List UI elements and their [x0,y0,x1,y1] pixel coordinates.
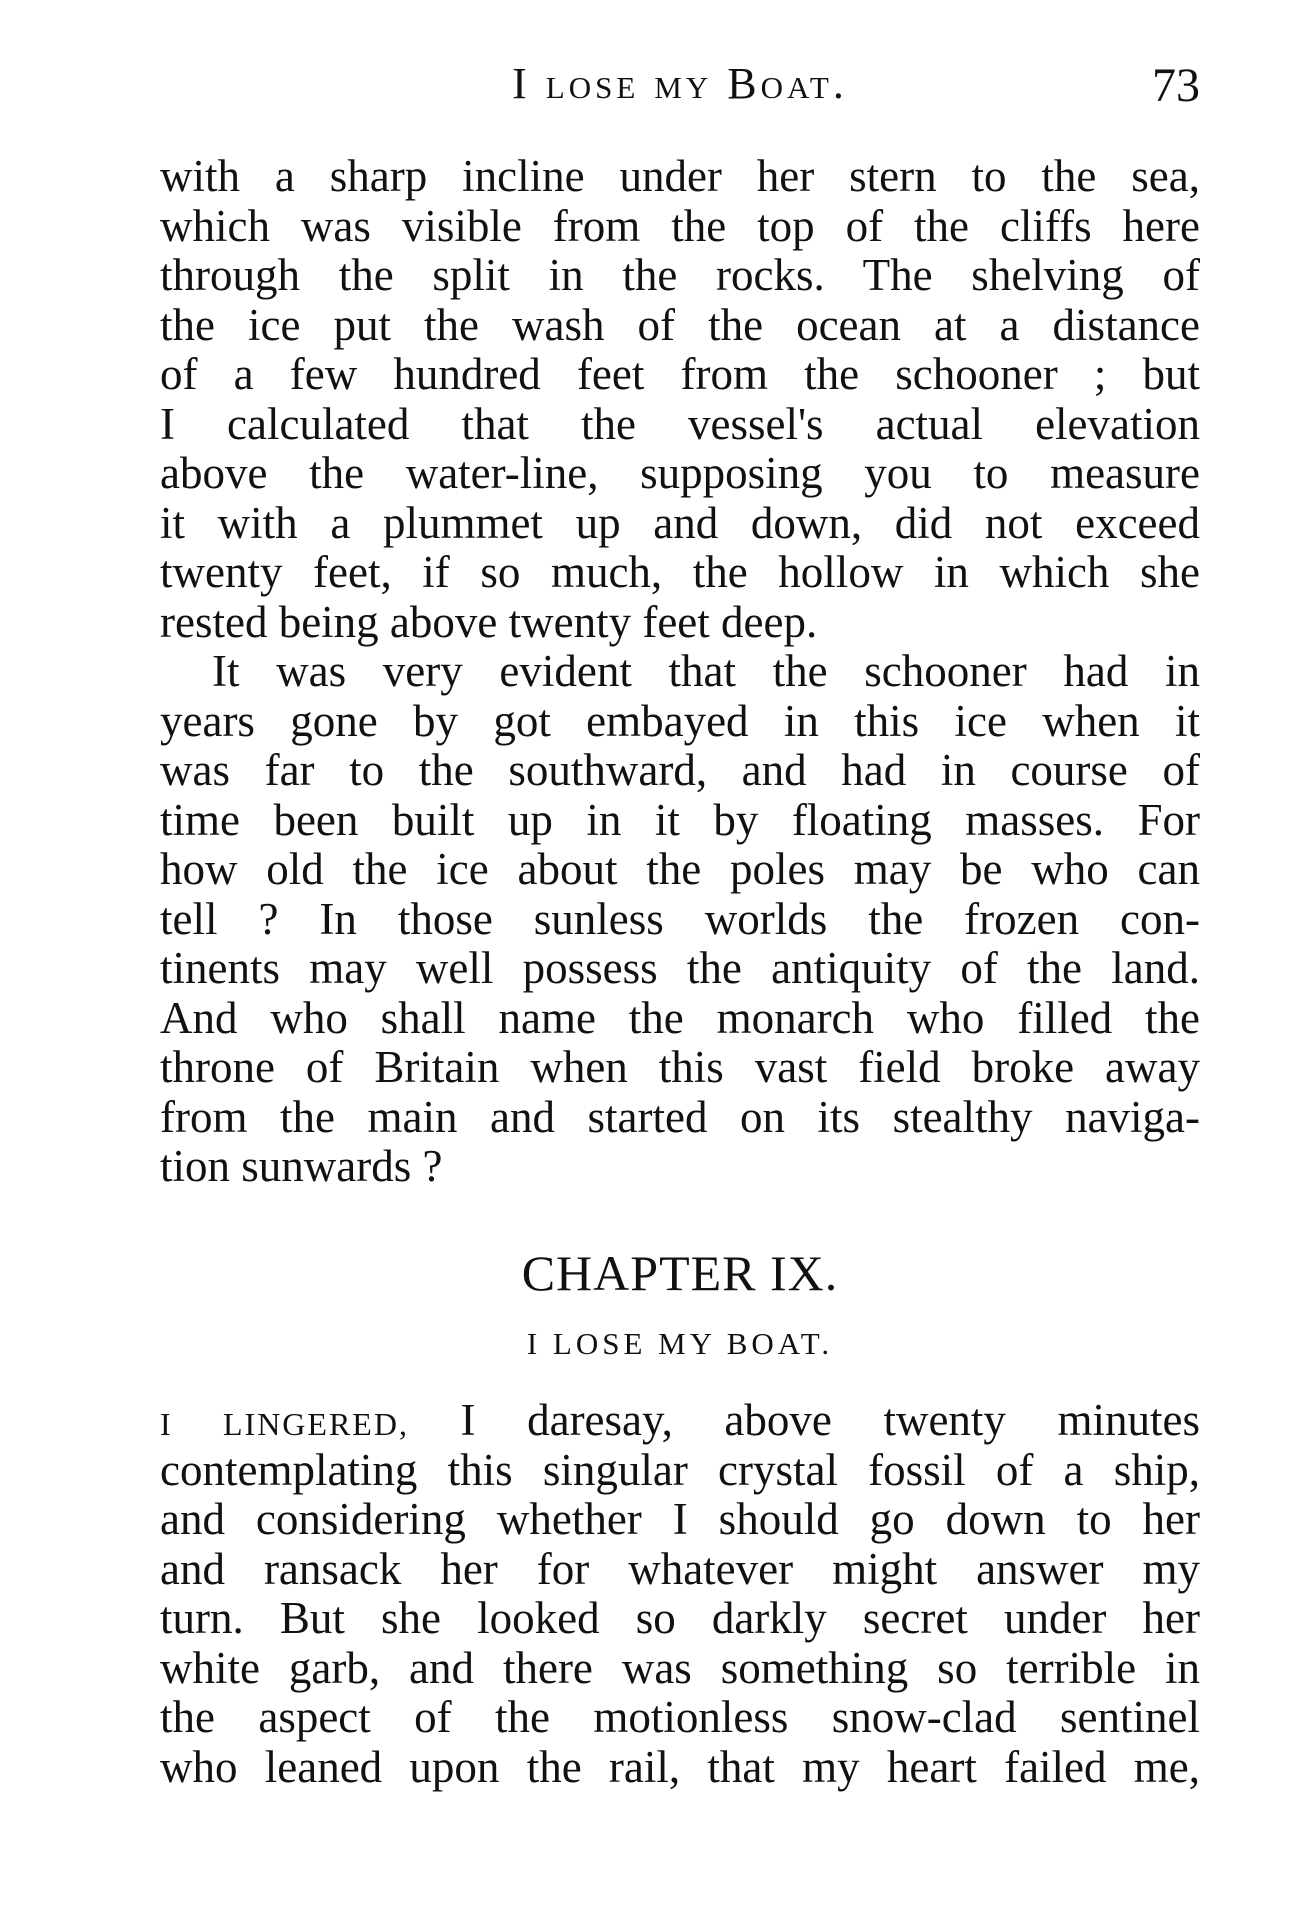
chapter-opening [160,1396,1200,1792]
text-line: rested being above twenty feet deep. [160,596,818,647]
text-line: above the water-line, supposing you to measure [160,448,1200,498]
text-line: tinents may well possess the antiquity of the land. [160,943,1200,993]
passage-two [160,647,1200,1192]
passage-one [160,152,1200,647]
text-line: I calculated that the vessel's actual elevation [160,398,1200,449]
text-line: the ice put the wash of the ocean at a distance [160,299,1200,350]
running-head [160,58,1200,118]
text-line: who leaned upon the rail, that my heart failed me, [160,1741,1200,1792]
text-line: throne of Britain when this vast field broke away [160,1042,1200,1092]
text-line: with a sharp incline under her stern to the sea, [160,151,1200,201]
text-line: turn. But she looked so darkly secret under her [160,1593,1200,1643]
text-line: tion sunwards ? [160,1141,443,1191]
text-line: tell ? In those sunless worlds the frozen con- [160,893,1200,944]
text-line: how old the ice about the poles may be who can [160,844,1200,894]
text-line: contemplating this singular crystal fossil of a ship, [160,1444,1200,1495]
text-line: of a few hundred feet from the schooner ; but [160,349,1200,399]
opening-line-rest: I daresay, above twenty minutes [408,1395,1200,1445]
lead-word: I LINGERED, [160,1406,409,1442]
text-line: from the main and started on its stealthy naviga- [160,1091,1200,1142]
text-line: and considering whether I should go down to her [160,1494,1200,1544]
page-number: 73 [1152,59,1200,112]
text-line: years gone by got embayed in this ice when it [160,695,1200,746]
text-line: It was very evident that the schooner had in [212,646,1200,696]
opening-line [160,1396,1200,1446]
text-line: and ransack her for whatever might answer my [160,1543,1200,1594]
text-line: through the split in the rocks. The shelving of [160,250,1200,300]
text-line: time been built up in it by floating masses. For [160,794,1200,845]
running-title: I lose my Boat. [512,59,848,108]
chapter-subtitle: I LOSE MY BOAT. [526,1326,834,1361]
chapter-heading: CHAPTER IX. [521,1245,839,1301]
text-line: which was visible from the top of the cliffs here [160,200,1200,251]
text-line: And who shall name the monarch who filled the [160,992,1200,1043]
text-line: twenty feet, if so much, the hollow in which she [160,547,1200,597]
text-line: white garb, and there was something so terrible in [160,1642,1200,1693]
text-line: the aspect of the motionless snow-clad sentinel [160,1692,1200,1742]
text-line: was far to the southward, and had in course of [160,745,1200,795]
text-line: it with a plummet up and down, did not exceed [160,497,1200,548]
